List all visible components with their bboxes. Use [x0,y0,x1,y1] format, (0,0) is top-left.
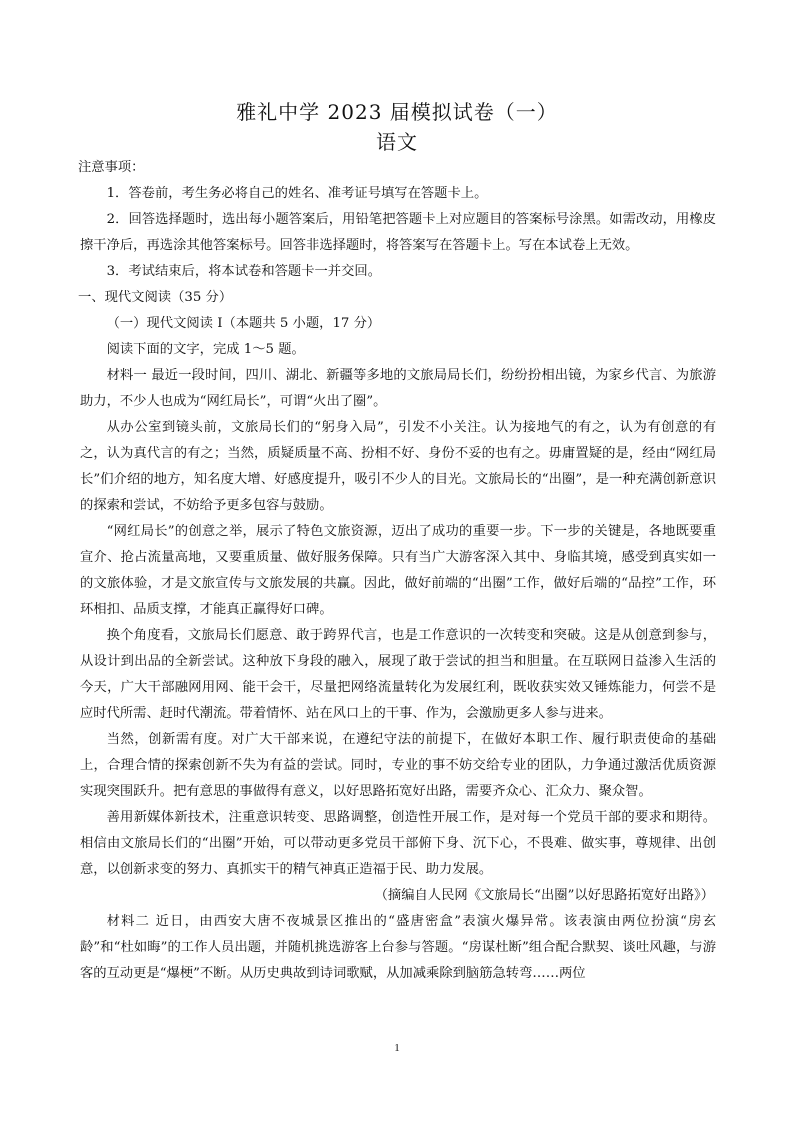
material-one-paragraph: 从办公室到镜头前，文旅局长们的“躬身入局”，引发不小关注。认为接地气的有之，认为有创意的有之，认为真代言的有之；当然，质疑质量不高、扮相不好、身份不妥的也有之。毋庸置疑的是，经由“网红局长”们介绍的地方，知名度大增、好感度提升，吸引不少人的目光。文旅局长的“出圈”，是一种充满创新意识的探索和尝试，不妨给予更多包容与鼓励。 [80,420,716,513]
material-one-paragraph: 当然，创新需有度。对广大干部来说，在遵纪守法的前提下，在做好本职工作、履行职责使命的基础上，合理合情的探索创新不失为有益的尝试。同时，专业的事不妨交给专业的团队，力争通过激活优质资源实现突围跃升。把有意思的事做得有意义，以好思路拓宽好出路，需要齐众心、汇众力、聚众智。 [80,732,716,799]
section-subheading: （一）现代文阅读 I（本题共 5 小题，17 分） [106,316,381,331]
section-instruction: 阅读下面的文字，完成 1～5 题。 [106,342,305,357]
exam-title: 雅礼中学 2023 届模拟试卷（一） [236,100,558,124]
material-one-paragraph: 换个角度看，文旅局长们愿意、敢于跨界代言，也是工作意识的一次转变和突破。这是从创意到参与，从设计到出品的全新尝试。这种放下身段的融入，展现了敢于尝试的担当和胆量。在互联网日益渗入生活的今天，广大干部融网用网、能干会干，尽量把网络流量转化为发展红利，既收获实效又锤炼能力，何尝不是应时代所需、赶时代潮流。带着情怀、站在风口上的干事、作为，会激励更多人参与进来。 [80,628,716,721]
subject-title: 语文 [376,130,418,154]
notice-item-1: 1．答卷前，考生务必将自己的姓名、准考证号填写在答题卡上。 [106,186,488,201]
material-one-paragraph: 善用新媒体新技术，注重意识转变、思路调整，创造性开展工作，是对每一个党员干部的要求和期待。相信由文旅局长们的“出圈”开始，可以带动更多党员干部俯下身、沉下心，不畏难、做实事，尊规律、出创意，以创新求变的努力、真抓实干的精气神真正造福于民、助力发展。 [80,810,716,877]
material-two-paragraph: 材料二 近日，由西安大唐不夜城景区推出的“盛唐密盒”表演火爆异常。该表演由两位扮演“房玄龄”和“杜如晦”的工作人员出题，并随机挑选游客上台参与答题。“房谋杜断”组合配合默契、谈吐风趣，与游客的互动更是“爆梗”不断。从历史典故到诗词歌赋，从加减乘除到脑筋急转弯……两位 [80,914,716,981]
notice-list [80,181,716,285]
page-number: 1 [394,1042,400,1054]
notice-item-3: 3．考试结束后，将本试卷和答题卡一并交回。 [106,264,381,279]
section-heading: 一、现代文阅读（35 分） [78,290,233,305]
material-one [80,363,716,987]
notice-heading: 注意事项： [78,160,145,175]
material-one-paragraph: 材料一 最近一段时间，四川、湖北、新疆等多地的文旅局局长们，纷纷扮相出镜，为家乡代言、为旅游助力，不少人也成为“网红局长”，可谓“火出了圈”。 [80,368,716,409]
notice-item-2: 2．回答选择题时，选出每小题答案后，用铅笔把答题卡上对应题目的答案标号涂黑。如需改动，用橡皮擦干净后，再选涂其他答案标号。回答非选择题时，将答案写在答题卡上。写在本试卷上无效。 [80,212,716,253]
material-one-source: （摘编自人民网《文旅局长“出圈”以好思路拓宽好出路》） [374,888,714,903]
notice-heading-block [80,155,716,181]
section-block [80,285,716,363]
material-one-paragraph: “网红局长”的创意之举，展示了特色文旅资源，迈出了成功的重要一步。下一步的关键是，各地既要重宣介、抢占流量高地，又要重质量、做好服务保障。只有当广大游客深入其中、身临其境，感受到真实如一的文旅体验，才是文旅宣传与文旅发展的共赢。因此，做好前端的“出圈”工作，做好后端的“品控”工作，环环相扣、品质支撑，才能真正赢得好口碑。 [80,524,716,617]
